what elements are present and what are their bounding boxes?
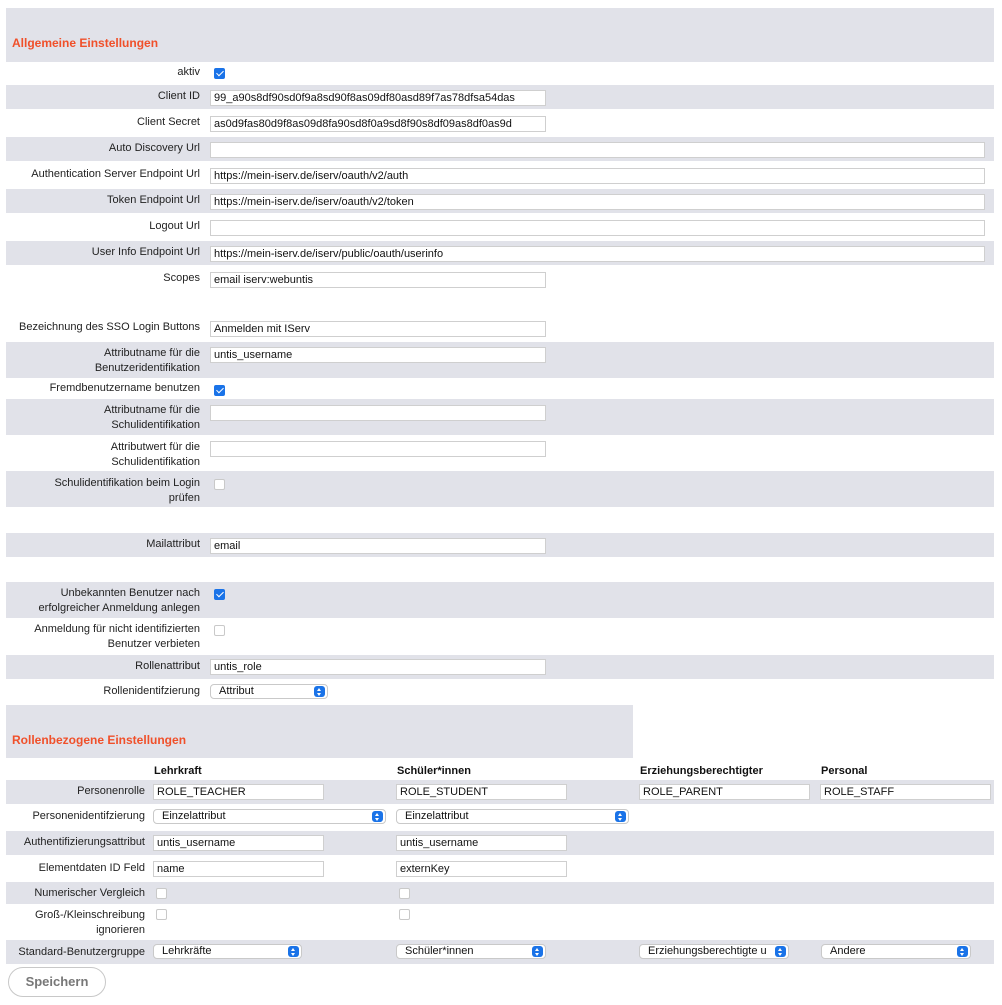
role-attr-input[interactable]: untis_role	[210, 659, 546, 675]
numeric-student-checkbox[interactable]	[399, 888, 410, 899]
scopes-label: Scopes	[163, 272, 200, 284]
save-button[interactable]: Speichern	[8, 967, 106, 997]
numeric-teacher-checkbox[interactable]	[156, 888, 167, 899]
person-role-teacher-input[interactable]: ROLE_TEACHER	[153, 784, 324, 800]
token-endpoint-label: Token Endpoint Url	[107, 194, 200, 206]
select-arrows-icon	[532, 946, 543, 957]
school-check-label	[4, 476, 200, 506]
person-role-student-input[interactable]: ROLE_STUDENT	[396, 784, 567, 800]
sso-button-input[interactable]: Anmelden mit IServ	[210, 321, 546, 337]
select-arrows-icon	[372, 811, 383, 822]
default-group-teacher-value: Lehrkräfte	[162, 945, 212, 957]
default-group-staff-select[interactable]	[821, 944, 971, 959]
mail-label: Mailattribut	[146, 538, 200, 550]
default-group-label: Standard-Benutzergruppe	[18, 946, 145, 958]
forbid-label-line1: Anmeldung für nicht identifizierten	[34, 623, 200, 635]
attrval-school-label-line2: Schulidentifikation	[111, 456, 200, 468]
create-user-label-line2: erfolgreicher Anmeldung anlegen	[38, 602, 200, 614]
select-arrows-icon	[288, 946, 299, 957]
default-group-student-value: Schüler*innen	[405, 945, 474, 957]
attrval-school-label	[4, 440, 200, 470]
col-header-parent: Erziehungsberechtigter	[640, 765, 763, 777]
default-group-parent-value: Erziehungsberechtigte u	[648, 945, 767, 957]
select-arrows-icon	[957, 946, 968, 957]
attrval-school-input[interactable]	[210, 441, 546, 457]
person-ident-label: Personenidentifzierung	[32, 810, 145, 822]
case-label	[0, 908, 145, 938]
sso-button-label: Bezeichnung des SSO Login Buttons	[18, 321, 200, 333]
person-role-label: Personenrolle	[77, 785, 145, 797]
school-check-checkbox[interactable]	[214, 479, 225, 490]
auth-attr-teacher-input[interactable]: untis_username	[153, 835, 324, 851]
person-ident-student-select[interactable]	[396, 809, 629, 824]
aktiv-checkbox[interactable]	[214, 68, 225, 79]
create-user-checkbox[interactable]	[214, 589, 225, 600]
person-role-parent-input[interactable]: ROLE_PARENT	[639, 784, 810, 800]
auto-discovery-label: Auto Discovery Url	[108, 142, 200, 154]
case-label-line1: Groß-/Kleinschreibung	[34, 909, 145, 921]
default-group-teacher-select[interactable]	[153, 944, 302, 959]
create-user-label-line1: Unbekannten Benutzer nach	[60, 587, 200, 599]
col-header-student: Schüler*innen	[397, 765, 471, 777]
auth-attr-label: Authentifizierungsattribut	[23, 836, 145, 848]
attr-school-label-line1: Attributname für die	[104, 404, 200, 416]
aktiv-label: aktiv	[177, 66, 200, 78]
person-ident-teacher-value: Einzelattribut	[162, 810, 226, 822]
attr-user-input[interactable]: untis_username	[210, 347, 546, 363]
general-section-title: Allgemeine Einstellungen	[12, 36, 159, 50]
role-ident-label: Rollenidentifzierung	[103, 685, 200, 697]
school-check-label-line2: prüfen	[168, 492, 200, 504]
attr-school-input[interactable]	[210, 405, 546, 421]
school-check-label-line1: Schulidentifikation beim Login	[54, 477, 200, 489]
forbid-label-line2: Benutzer verbieten	[107, 638, 200, 650]
numeric-label: Numerischer Vergleich	[34, 887, 145, 899]
case-label-line2: ignorieren	[96, 924, 145, 936]
mail-input[interactable]: email	[210, 538, 546, 554]
roles-section-header	[6, 705, 633, 758]
col-header-staff: Personal	[821, 765, 868, 777]
default-group-staff-value: Andere	[830, 945, 866, 957]
auth-endpoint-input[interactable]: https://mein-iserv.de/iserv/oauth/v2/auth	[210, 168, 985, 184]
case-student-checkbox[interactable]	[399, 909, 410, 920]
logout-label: Logout Url	[149, 220, 200, 232]
case-teacher-checkbox[interactable]	[156, 909, 167, 920]
col-header-teacher: Lehrkraft	[154, 765, 202, 777]
attr-school-label	[4, 403, 200, 433]
element-id-student-input[interactable]: externKey	[396, 861, 567, 877]
userinfo-label: User Info Endpoint Url	[91, 246, 200, 258]
row-band	[6, 882, 994, 904]
create-user-label	[4, 586, 200, 616]
attr-user-label	[4, 346, 200, 376]
forbid-checkbox[interactable]	[214, 625, 225, 636]
client-id-input[interactable]: 99_a90s8df90sd0f9a8sd90f8as09df80asd89f7as78dfsa54das	[210, 90, 546, 106]
forbid-label	[4, 622, 200, 652]
attr-school-label-line2: Schulidentifikation	[111, 419, 200, 431]
role-attr-label: Rollenattribut	[135, 660, 200, 672]
roles-section-title: Rollenbezogene Einstellungen	[12, 733, 187, 747]
select-arrows-icon	[615, 811, 626, 822]
auth-attr-student-input[interactable]: untis_username	[396, 835, 567, 851]
general-section-header	[6, 8, 994, 62]
client-secret-input[interactable]: as0d9fas80d9f8as09d8fa90sd8f0a9sd8f90s8df09as8df0as9d	[210, 116, 546, 132]
role-ident-value: Attribut	[219, 685, 254, 697]
token-endpoint-input[interactable]: https://mein-iserv.de/iserv/oauth/v2/token	[210, 194, 985, 210]
person-ident-student-value: Einzelattribut	[405, 810, 469, 822]
logout-input[interactable]	[210, 220, 985, 236]
element-id-label: Elementdaten ID Feld	[38, 862, 145, 874]
role-ident-select[interactable]	[210, 684, 328, 699]
person-ident-teacher-select[interactable]	[153, 809, 386, 824]
foreign-user-checkbox[interactable]	[214, 385, 225, 396]
auth-endpoint-label: Authentication Server Endpoint Url	[31, 168, 200, 180]
foreign-user-label: Fremdbenutzername benutzen	[49, 382, 200, 394]
person-role-staff-input[interactable]: ROLE_STAFF	[820, 784, 991, 800]
userinfo-input[interactable]: https://mein-iserv.de/iserv/public/oauth/userinfo	[210, 246, 985, 262]
element-id-teacher-input[interactable]: name	[153, 861, 324, 877]
client-secret-label: Client Secret	[137, 116, 200, 128]
auto-discovery-input[interactable]	[210, 142, 985, 158]
attrval-school-label-line1: Attributwert für die	[110, 441, 200, 453]
select-arrows-icon	[314, 686, 325, 697]
attr-user-label-line1: Attributname für die	[104, 347, 200, 359]
select-arrows-icon	[775, 946, 786, 957]
default-group-student-select[interactable]	[396, 944, 546, 959]
default-group-parent-select[interactable]	[639, 944, 789, 959]
client-id-label: Client ID	[157, 90, 200, 102]
scopes-input[interactable]: email iserv:webuntis	[210, 272, 546, 288]
attr-user-label-line2: Benutzeridentifikation	[94, 362, 200, 374]
